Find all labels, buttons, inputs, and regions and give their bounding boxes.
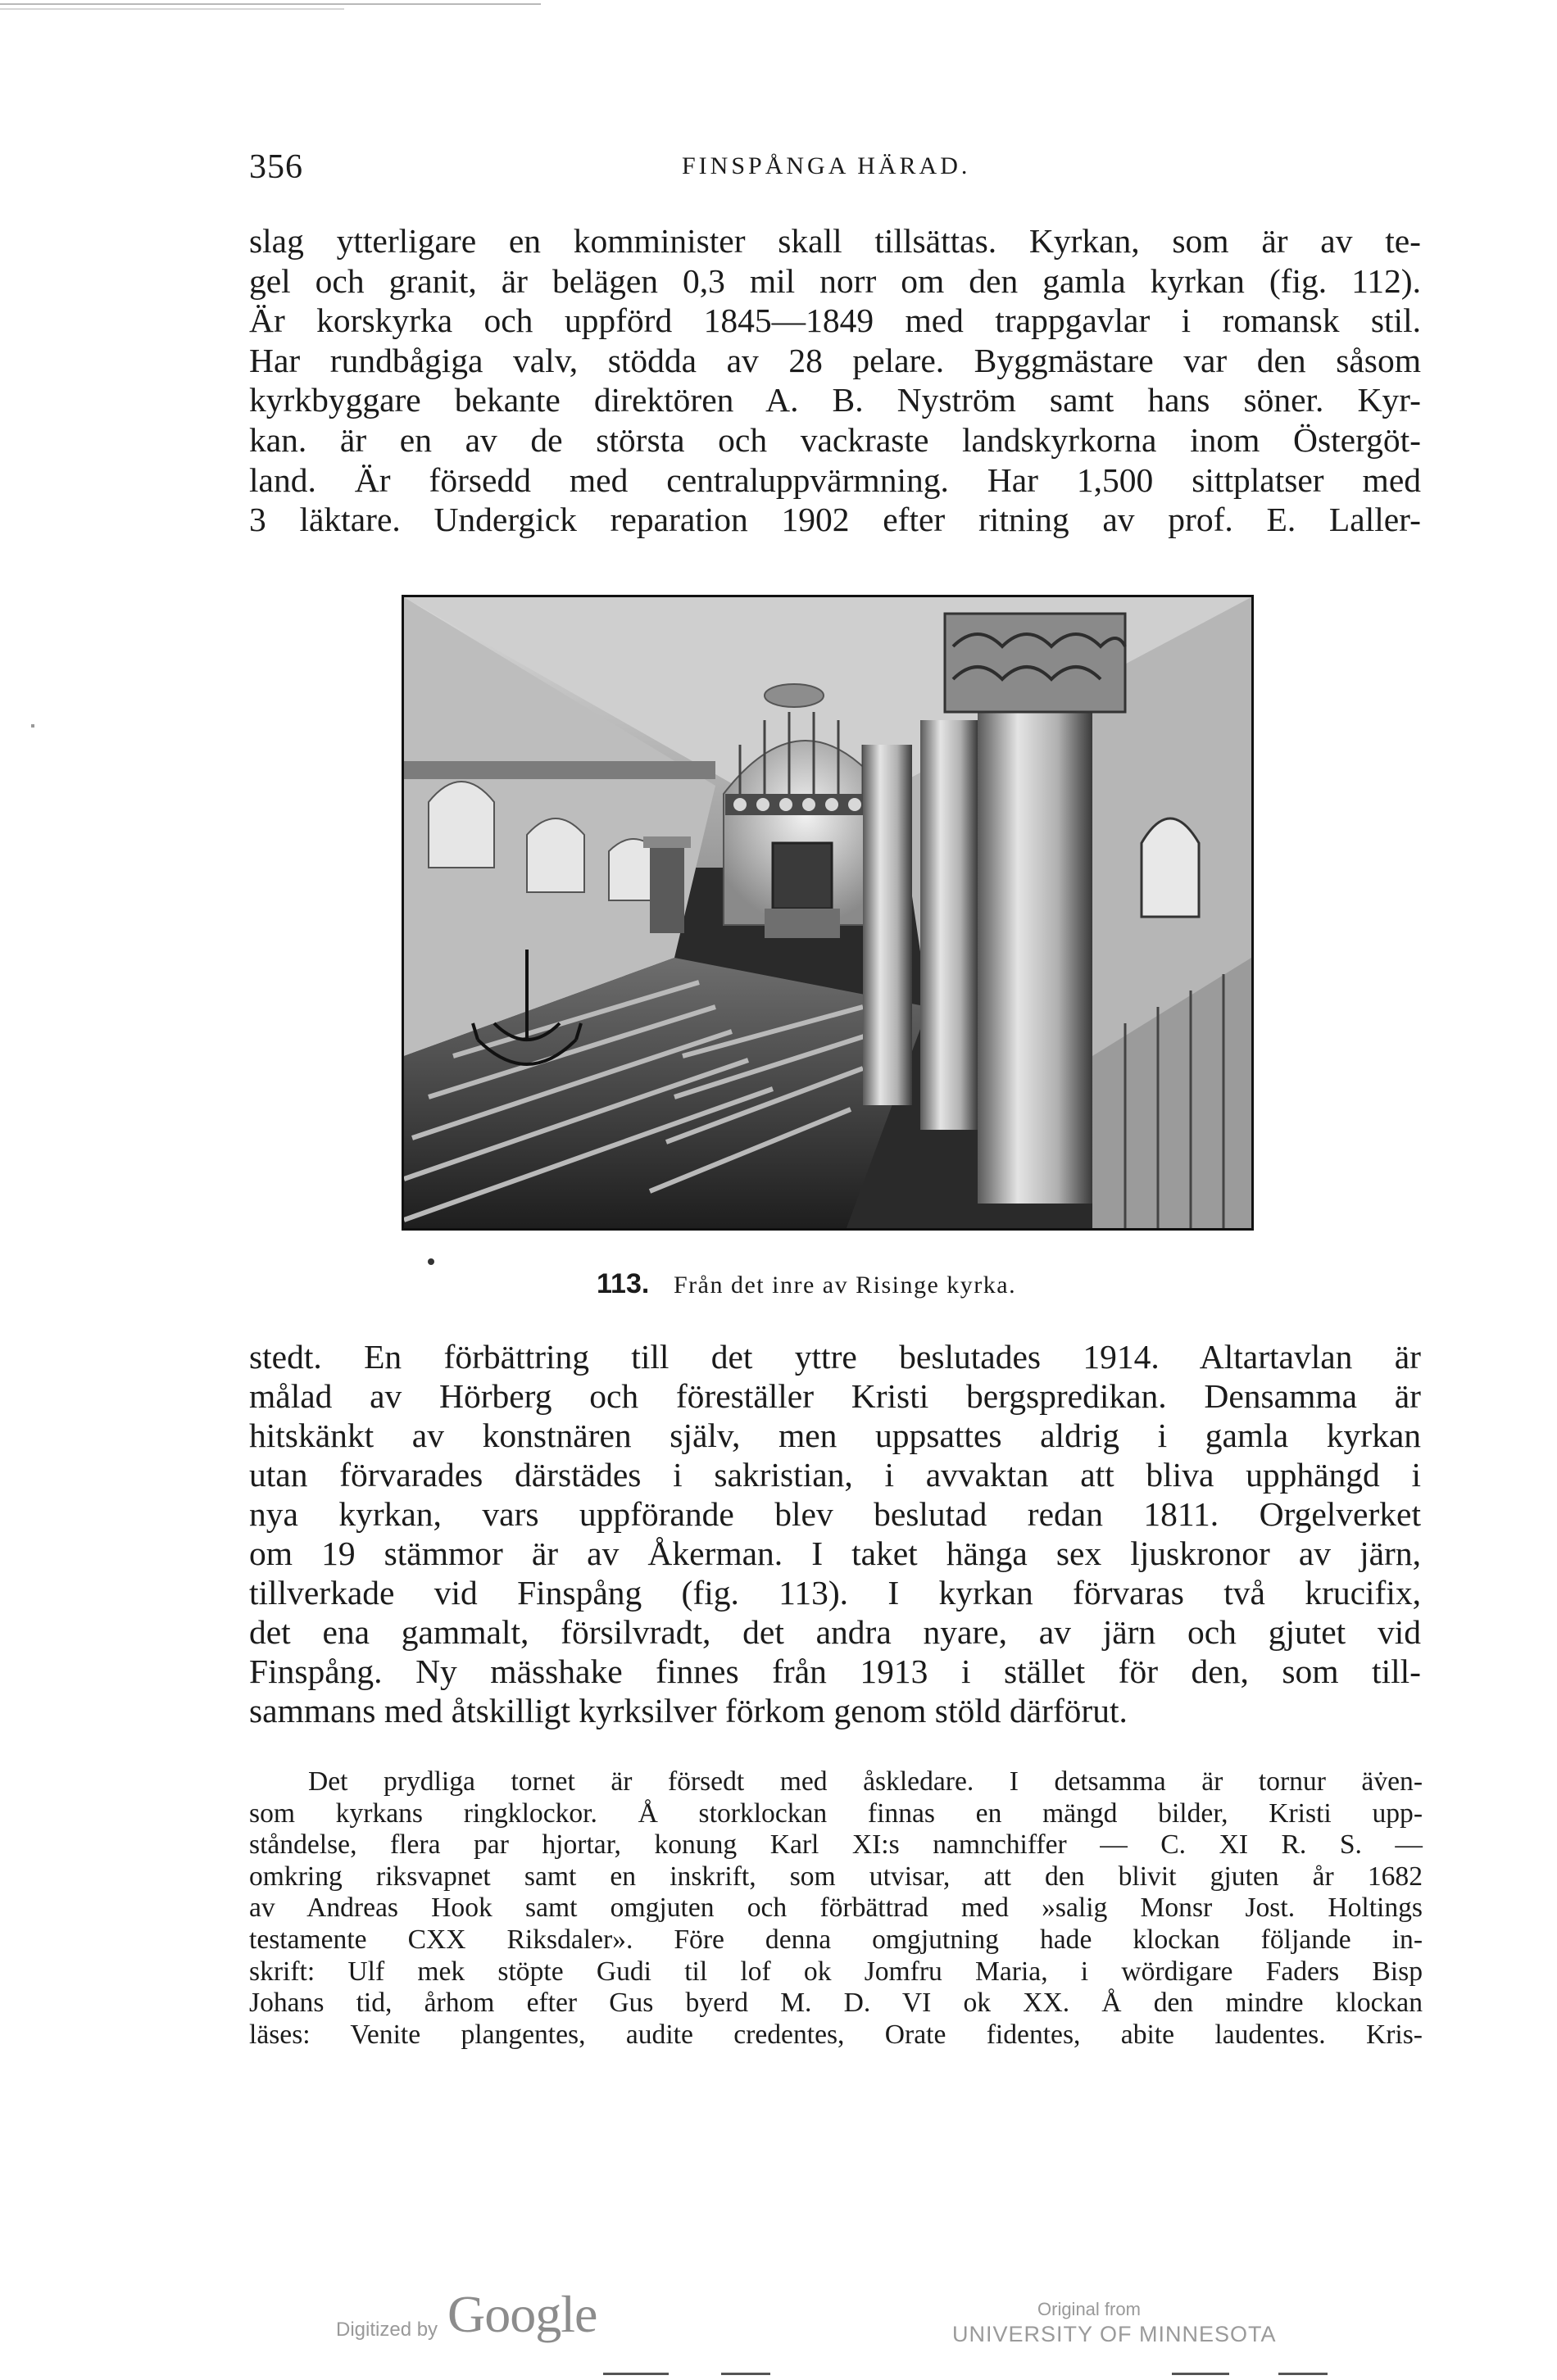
text-line: kyrkbyggare bekante direktören A. B. Nyström samt hans söner. Kyr- xyxy=(249,381,1421,419)
scan-speck xyxy=(31,724,34,728)
text-line: Är korskyrka och uppförd 1845—1849 med trappgavlar i romansk stil. xyxy=(249,301,1421,340)
page-number: 356 xyxy=(249,148,303,186)
figure-caption: Från det inre av Risinge kyrka. xyxy=(674,1272,1017,1299)
text-line: slag ytterligare en komminister skall tillsättas. Kyrkan, som är av te- xyxy=(249,222,1421,260)
text-line: Har rundbågiga valv, stödda av 28 pelare. Byggmästare var den såsom xyxy=(249,341,1421,379)
scan-edge-rule xyxy=(0,8,344,10)
text-line: Johans tid, århom efter Gus byerd M. D. VI ok XX. Å den mindre klockan xyxy=(249,1988,1423,2019)
text-line: land. Är försedd med centraluppvärmning. Har 1,500 sittplatser med xyxy=(249,460,1421,499)
church-interior-photograph xyxy=(402,595,1254,1231)
body-paragraph xyxy=(249,1337,1421,1730)
text-line: testamente CXX Riksdaler». Före denna omgjutning hade klockan följande in- xyxy=(249,1924,1423,1955)
text-line: skrift: Ulf mek stöpte Gudi til lof ok Jomfru Maria, i wördigare Faders Bisp xyxy=(249,1956,1423,1987)
original-from-label: Original from xyxy=(1037,2299,1141,2319)
body-paragraph xyxy=(249,221,1421,540)
text-line: Finspång. Ny mässhake finnes från 1913 i stället för den, som till- xyxy=(249,1652,1421,1690)
text-line: hitskänkt av konstnären själv, men uppsattes aldrig i gamla kyrkan xyxy=(249,1417,1421,1454)
text-line: utan förvarades därstädes i sakristian, i avvaktan att bliva upphängd i xyxy=(249,1456,1421,1494)
text-line: kan. är en av de största och vackraste landskyrkorna inom Östergöt- xyxy=(249,420,1421,459)
text-line: gel och granit, är belägen 0,3 mil norr om den gamla kyrkan (fig. 112). xyxy=(249,261,1421,300)
scan-edge-rule xyxy=(1172,2373,1229,2375)
text-line: 3 läktare. Undergick reparation 1902 efter ritning av prof. E. Laller- xyxy=(249,501,1421,539)
text-line: om 19 stämmor är av Åkerman. I taket hänga sex ljuskronor av järn, xyxy=(249,1535,1421,1572)
text-line: Det prydliga tornet är försedt med åskledare. I detsamma är tornur äv̇en- xyxy=(308,1766,1423,1797)
scan-edge-rule xyxy=(603,2373,669,2375)
text-line: ståndelse, flera par hjortar, konung Karl XI:s namnchiffer — C. XI R. S. — xyxy=(249,1829,1423,1861)
text-line: av Andreas Hook samt omgjuten och förbättrad med »salig Monsr Jost. Holtings xyxy=(249,1893,1423,1924)
text-line: målad av Hörberg och föreställer Kristi bergspredikan. Densamma är xyxy=(249,1377,1421,1415)
small-print-paragraph xyxy=(249,1766,1423,2051)
text-line: omkring riksvapnet samt en inskrift, som utvisar, att den blivit gjuten år 1682 xyxy=(249,1861,1423,1892)
running-head: FINSPÅNGA HÄRAD. xyxy=(682,152,971,179)
scan-edge-rule xyxy=(0,3,541,5)
scan-edge-rule xyxy=(721,2373,770,2375)
text-line: som kyrkans ringklockor. Å storklockan finnas en mängd bilder, Kristi upp- xyxy=(249,1797,1423,1829)
text-line: tillverkade vid Finspång (fig. 113). I kyrkan förvaras två krucifix, xyxy=(249,1574,1421,1612)
figure-number: 113. xyxy=(597,1268,650,1299)
text-line: det ena gammalt, försilvradt, det andra nyare, av järn och gjutet vid xyxy=(249,1613,1421,1651)
text-line: stedt. En förbättring till det yttre beslutades 1914. Altartavlan är xyxy=(249,1338,1421,1376)
text-line: nya kyrkan, vars uppförande blev beslutad redan 1811. Orgelverket xyxy=(249,1495,1421,1533)
digitized-by-label: Digitized by xyxy=(336,2319,438,2341)
google-logo: Google xyxy=(447,2285,597,2343)
caption-dot xyxy=(428,1258,434,1265)
scan-edge-rule xyxy=(1278,2373,1328,2375)
text-line: sammans med åtskilligt kyrksilver förkom genom stöld därförut. xyxy=(249,1692,1128,1729)
university-label: UNIVERSITY OF MINNESOTA xyxy=(952,2322,1277,2346)
text-line: läses: Venite plangentes, audite credentes, Orate fidentes, abite laudentes. Kris- xyxy=(249,2019,1423,2050)
